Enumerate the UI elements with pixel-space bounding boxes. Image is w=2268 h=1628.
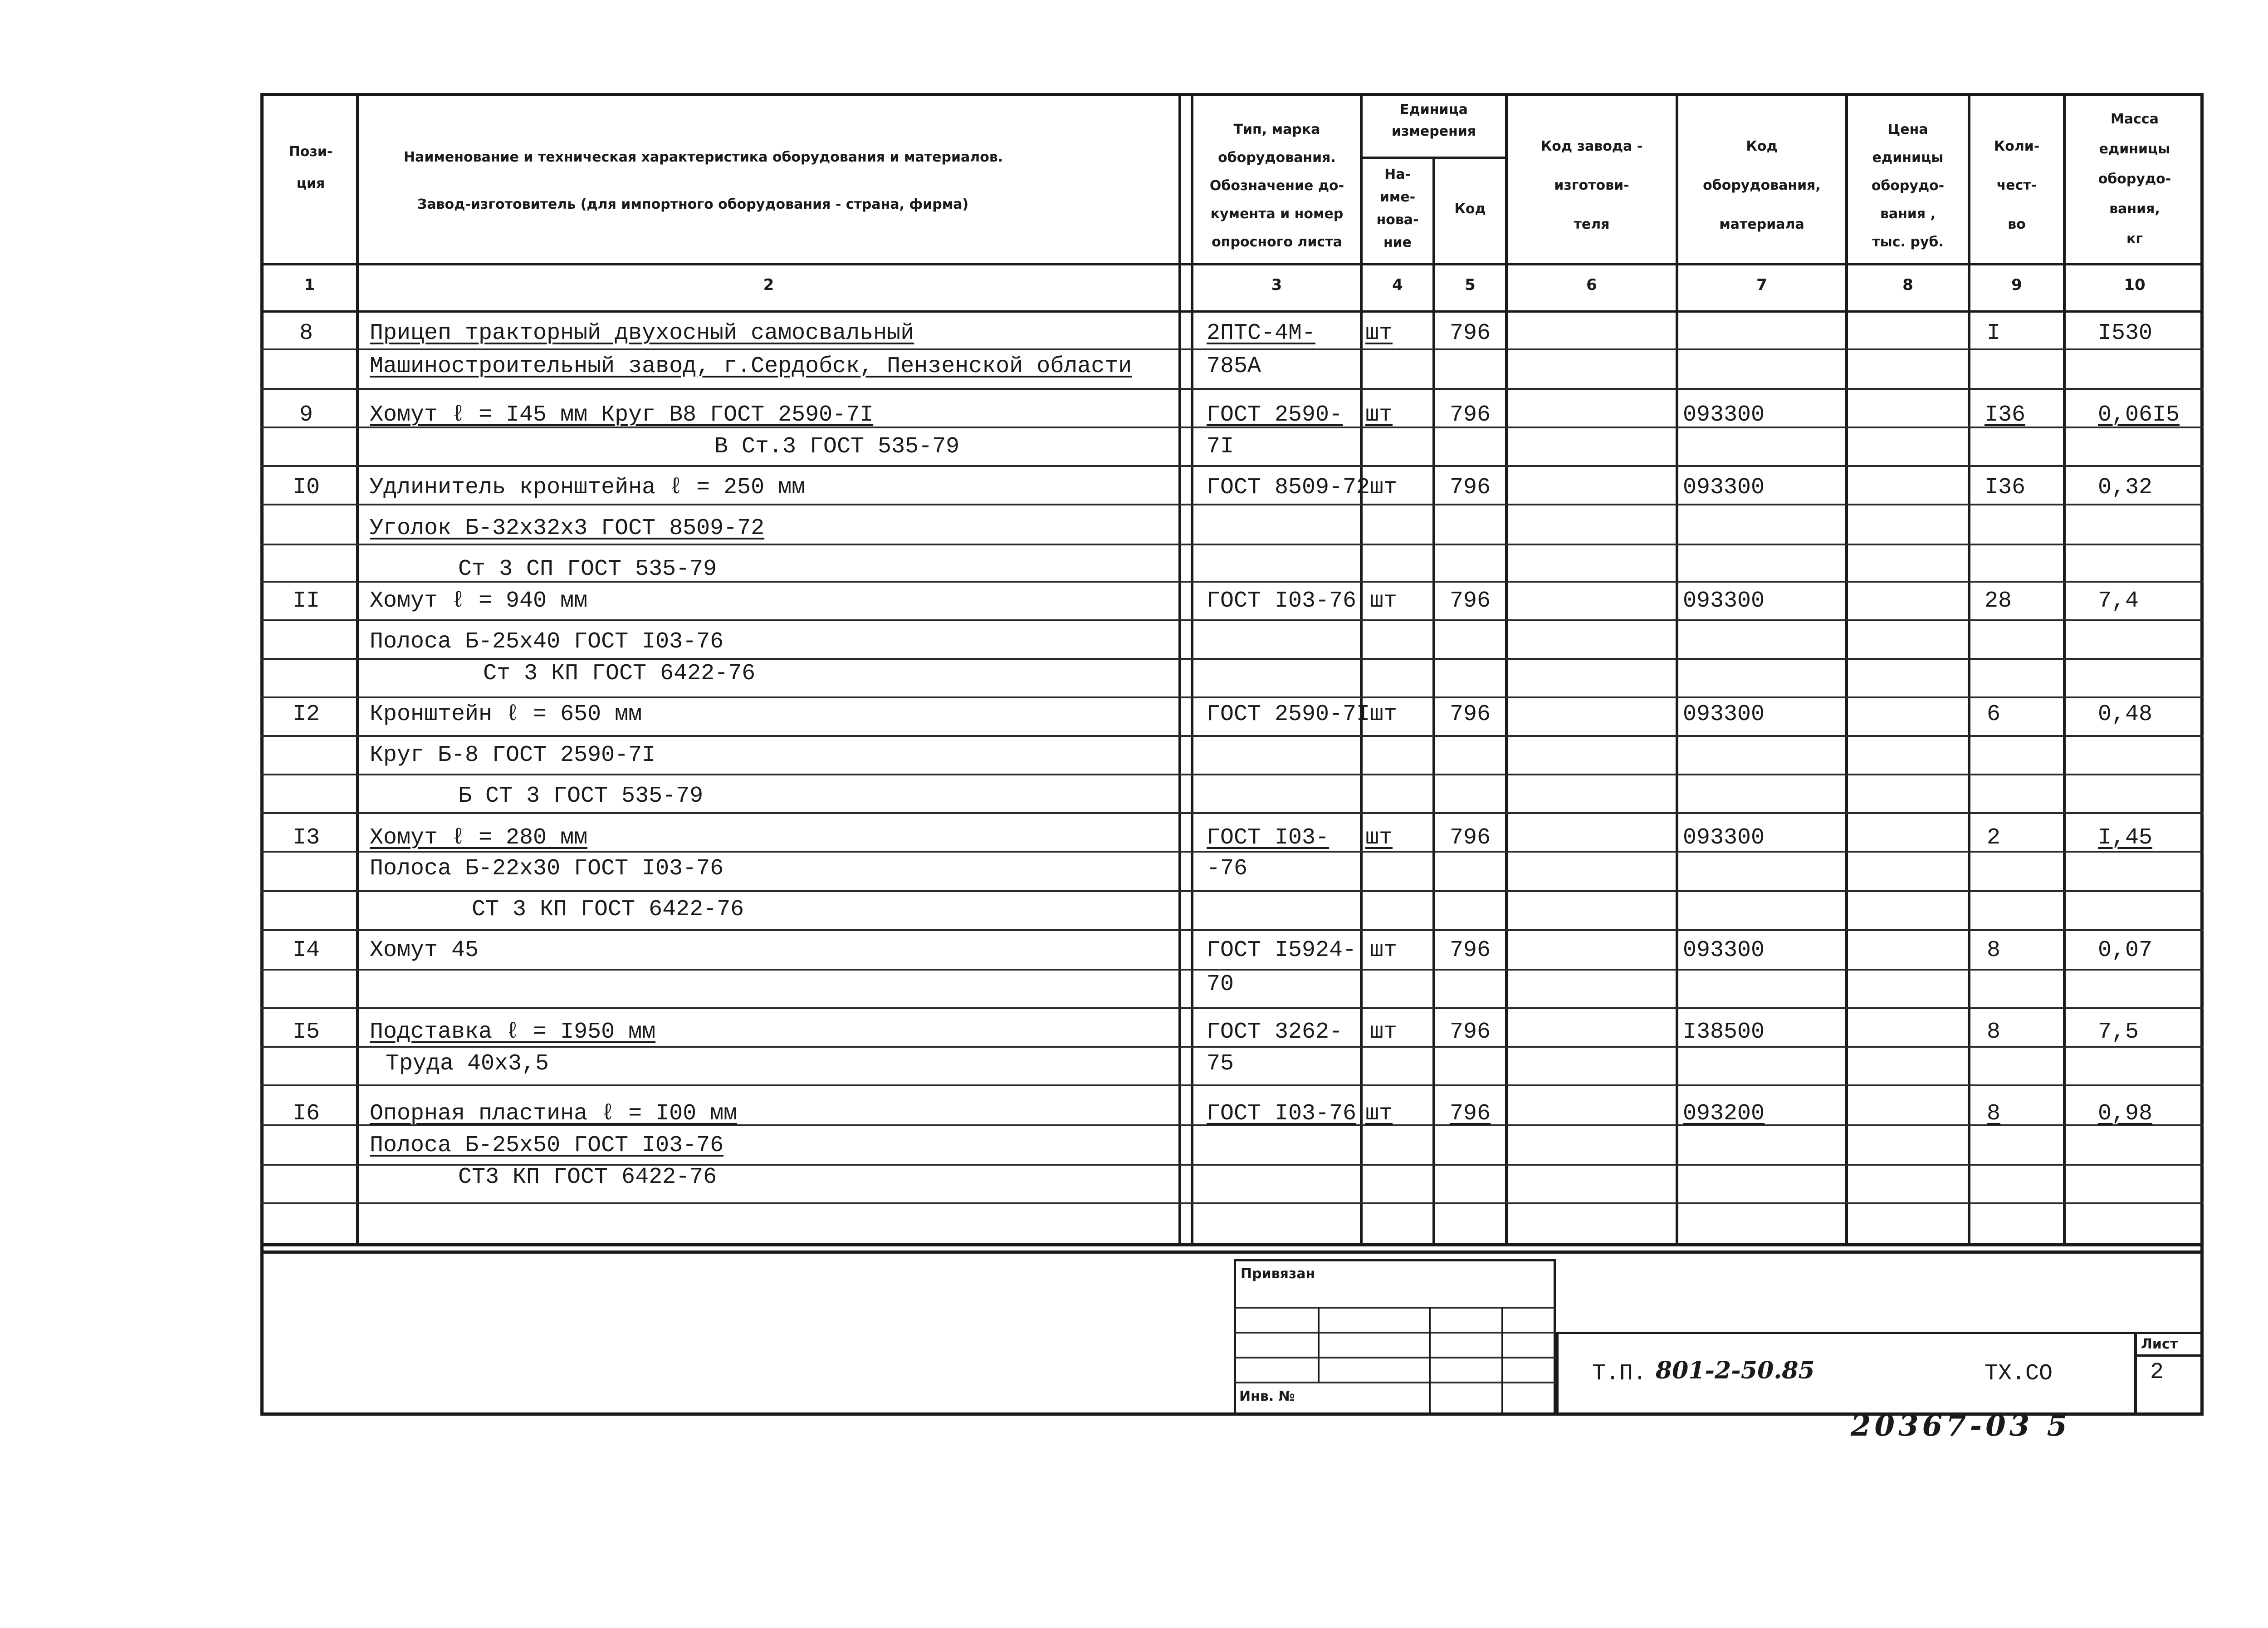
colnum-3: 3 — [1271, 276, 1282, 294]
row-doc: ГОСТ I03-76 — [1207, 588, 1357, 614]
row-doc: 2ПТС-4М- — [1207, 320, 1316, 346]
row-mass: 0,98 — [2098, 1101, 2153, 1127]
col-line — [1178, 93, 1181, 1243]
row-name: Хомут ℓ = 280 мм — [370, 825, 588, 851]
header-col2-l1: Наименование и техническая характеристика оборудования и материалов. — [404, 149, 1003, 165]
row-name: Круг Б-8 ГОСТ 2590-7I — [370, 742, 656, 768]
stamp-inv: Инв. № — [1239, 1388, 1295, 1404]
header-col4 — [1363, 163, 1432, 254]
row-line — [260, 465, 2204, 467]
header-col8-l4: вания , — [1880, 206, 1936, 222]
row-name: Ст 3 СП ГОСТ 535-79 — [458, 556, 717, 582]
row-pos: I4 — [292, 937, 320, 963]
row-qty: 8 — [1987, 1019, 2001, 1045]
row-qty: I — [1987, 320, 2001, 346]
col-line — [2063, 93, 2066, 1243]
row-unit: шт — [1370, 588, 1398, 614]
header-col3 — [1193, 116, 1361, 256]
row-line — [260, 929, 2204, 931]
row-qty: 8 — [1987, 1101, 2001, 1127]
header-col4-l2: име- — [1379, 189, 1416, 205]
row-doc: 75 — [1207, 1051, 1234, 1077]
row-pos: I0 — [292, 475, 320, 500]
row-mat: 093200 — [1683, 1101, 1765, 1127]
row-doc: 7I — [1207, 434, 1234, 460]
row-code: 796 — [1449, 825, 1491, 851]
row-name: Хомут ℓ = 940 мм — [370, 588, 588, 614]
row-line — [260, 388, 2204, 390]
row-mass: I530 — [2098, 320, 2153, 346]
row-mat: 093300 — [1683, 475, 1765, 500]
row-mat: 093300 — [1683, 825, 1765, 851]
title-line — [1556, 1332, 2204, 1334]
colnum-4: 4 — [1392, 276, 1403, 294]
header-col4-l4: ние — [1383, 235, 1412, 250]
header-col45-l1: Единица — [1400, 102, 1468, 118]
stamp-col — [1318, 1307, 1320, 1382]
row-qty: I36 — [1984, 475, 2026, 500]
colnum-bottom — [260, 310, 2204, 313]
title-line — [2134, 1354, 2204, 1357]
header-bottom — [260, 263, 2204, 265]
header-col2 — [404, 134, 1175, 228]
row-unit: шт — [1370, 475, 1398, 500]
row-code: 796 — [1449, 320, 1491, 346]
colnum-7: 7 — [1756, 276, 1767, 294]
project-label: Т.П. — [1592, 1361, 1647, 1387]
sheet-number: 2 — [2150, 1359, 2164, 1385]
row-line — [260, 969, 2204, 971]
row-unit: шт — [1365, 825, 1393, 851]
header-col45 — [1363, 99, 1505, 142]
col-line — [1676, 93, 1678, 1243]
row-name: Кронштейн ℓ = 650 мм — [370, 701, 642, 727]
row-line — [260, 812, 2204, 814]
row-code: 796 — [1449, 1019, 1491, 1045]
row-mat: 093300 — [1683, 402, 1765, 428]
row-name: Б СТ 3 ГОСТ 535-79 — [458, 783, 704, 809]
row-pos: 9 — [299, 402, 313, 428]
row-line — [260, 348, 2204, 350]
row-name: Хомут ℓ = I45 мм Круг В8 ГОСТ 2590-7I — [370, 402, 874, 428]
row-line — [260, 1202, 2204, 1204]
header-col1 — [268, 136, 354, 200]
header-col10 — [2066, 104, 2204, 254]
row-mass: I,45 — [2098, 825, 2153, 851]
row-name: СТ3 КП ГОСТ 6422-76 — [458, 1164, 717, 1190]
row-line — [260, 890, 2204, 892]
header-col8-l5: тыс. руб. — [1872, 234, 1944, 250]
header-col6 — [1508, 127, 1676, 244]
row-mass: 0,48 — [2098, 701, 2153, 727]
col-line — [1968, 93, 1970, 1243]
header-col9-l2: чест- — [1996, 177, 2037, 193]
row-doc: ГОСТ I5924- — [1207, 937, 1357, 963]
project-number: 801-2-50.85 — [1656, 1357, 1815, 1384]
row-line — [260, 544, 2204, 545]
row-name: СТ 3 КП ГОСТ 6422-76 — [472, 897, 744, 922]
header-col1-l2: ция — [296, 176, 325, 191]
header-col10-l4: вания, — [2109, 201, 2160, 217]
col-line — [1505, 93, 1508, 1243]
row-doc: ГОСТ I03- — [1207, 825, 1330, 851]
stamp-privyazan: Привязан — [1241, 1266, 1315, 1282]
header-col9-l3: во — [2008, 216, 2026, 232]
row-code: 796 — [1449, 475, 1491, 500]
row-mass: 0,32 — [2098, 475, 2153, 500]
row-unit: шт — [1370, 937, 1398, 963]
row-pos: I5 — [292, 1019, 320, 1045]
header-col7 — [1678, 127, 1845, 244]
header-col7-l1: Код — [1746, 138, 1778, 154]
section-code: ТХ.СО — [1984, 1361, 2053, 1387]
header-col10-l2: единицы — [2099, 141, 2170, 157]
colnum-10: 10 — [2124, 276, 2146, 294]
row-qty: I36 — [1984, 402, 2026, 428]
row-line — [260, 619, 2204, 621]
header-col3-l5: опросного листа — [1212, 234, 1342, 250]
header-col6-l1: Код завода - — [1540, 138, 1643, 154]
row-mass: 0,07 — [2098, 937, 2153, 963]
colnum-1: 1 — [304, 276, 315, 294]
row-mat: 093300 — [1683, 588, 1765, 614]
col-line — [356, 93, 359, 1243]
row-name: Полоса Б-25х50 ГОСТ I03-76 — [370, 1133, 724, 1158]
row-pos: 8 — [299, 320, 313, 346]
row-unit: шт — [1370, 1019, 1398, 1045]
row-doc: -76 — [1207, 856, 1248, 882]
row-qty: 6 — [1987, 701, 2001, 727]
header-col1-l1: Пози- — [288, 144, 333, 160]
header-col5: Код — [1454, 201, 1486, 217]
row-doc: ГОСТ 2590-7I — [1207, 701, 1370, 727]
colnum-8: 8 — [1902, 276, 1913, 294]
header-col2-l2: Завод-изготовитель (для импортного оборудования - страна, фирма) — [417, 196, 969, 212]
header-col10-l5: кг — [2126, 231, 2143, 247]
stamp-line — [1234, 1307, 1556, 1309]
stamp-line — [1234, 1382, 1556, 1383]
header-col7-l2: оборудования, — [1703, 177, 1821, 193]
header-col6-l3: теля — [1574, 216, 1610, 232]
header-col9 — [1970, 127, 2063, 244]
title-col — [2134, 1332, 2137, 1416]
header-col3-l2: оборудования. — [1218, 150, 1336, 166]
row-pos: I6 — [292, 1101, 320, 1127]
row-line — [260, 774, 2204, 775]
row-doc: ГОСТ 8509-72 — [1207, 475, 1370, 500]
header-col9-l1: Коли- — [1994, 138, 2040, 154]
header-col45-l2: измерения — [1391, 123, 1476, 139]
row-doc: 785А — [1207, 353, 1261, 379]
row-line — [260, 1046, 2204, 1048]
row-name: Полоса Б-22х30 ГОСТ I03-76 — [370, 856, 724, 882]
row-doc: 70 — [1207, 971, 1234, 997]
row-doc: ГОСТ I03-76 — [1207, 1101, 1357, 1127]
row-pos: I2 — [292, 701, 320, 727]
header-col10-l1: Масса — [2111, 111, 2159, 127]
col-line — [1845, 93, 1848, 1243]
row-name: Подставка ℓ = I950 мм — [370, 1019, 656, 1045]
row-unit: шт — [1365, 1101, 1393, 1127]
row-line — [260, 504, 2204, 505]
header-col8 — [1848, 116, 1968, 256]
header-col4-l3: нова- — [1376, 212, 1419, 228]
row-name: Уголок Б-32х32х3 ГОСТ 8509-72 — [370, 515, 765, 541]
row-mass: 0,06I5 — [2098, 402, 2180, 428]
row-code: 796 — [1449, 937, 1491, 963]
row-name: Хомут 45 — [370, 937, 479, 963]
sheet-label: Лист — [2141, 1336, 2178, 1352]
row-line — [260, 1084, 2204, 1086]
row-mat: 093300 — [1683, 937, 1765, 963]
row-line — [260, 658, 2204, 660]
row-name: Ст 3 КП ГОСТ 6422-76 — [483, 661, 756, 687]
header-col3-l3: Обозначение до- — [1209, 178, 1344, 194]
row-name: Прицеп тракторный двухосный самосвальный — [370, 320, 914, 346]
stamp-line — [1234, 1357, 1556, 1358]
colnum-5: 5 — [1465, 276, 1476, 294]
title-col — [1556, 1332, 1559, 1416]
row-pos: I3 — [292, 825, 320, 851]
colnum-6: 6 — [1586, 276, 1597, 294]
row-mat: 093300 — [1683, 701, 1765, 727]
header-col10-l3: оборудо- — [2098, 171, 2171, 187]
stamp-line — [1234, 1332, 1556, 1334]
header-col6-l2: изготови- — [1554, 177, 1629, 193]
row-name: Полоса Б-25х40 ГОСТ I03-76 — [370, 629, 724, 655]
header-col8-l1: Цена — [1887, 122, 1928, 137]
header-col7-l3: материала — [1719, 216, 1804, 232]
header-col3-l1: Тип, марка — [1233, 122, 1320, 137]
colnum-9: 9 — [2011, 276, 2022, 294]
col-line — [1360, 93, 1363, 1243]
row-name: В Ст.3 ГОСТ 535-79 — [714, 434, 960, 460]
header-col4-l1: На- — [1384, 167, 1411, 182]
row-mass: 7,4 — [2098, 588, 2139, 614]
row-name: Труда 40х3,5 — [386, 1051, 549, 1077]
stamp-col — [1429, 1307, 1431, 1416]
title-block-frame — [260, 1243, 2204, 1416]
row-doc: ГОСТ 2590- — [1207, 402, 1343, 428]
row-doc: ГОСТ 3262- — [1207, 1019, 1343, 1045]
row-qty: 28 — [1984, 588, 2012, 614]
row-unit: шт — [1365, 320, 1393, 346]
row-unit: шт — [1365, 402, 1393, 428]
row-name: Удлинитель кронштейна ℓ = 250 мм — [370, 475, 806, 500]
row-line — [260, 1007, 2204, 1009]
row-mass: 7,5 — [2098, 1019, 2139, 1045]
row-pos: II — [292, 588, 320, 614]
row-qty: 8 — [1987, 937, 2001, 963]
colnum-2: 2 — [763, 276, 774, 294]
row-unit: шт — [1370, 701, 1398, 727]
col-line — [1191, 93, 1193, 1243]
row-code: 796 — [1449, 701, 1491, 727]
row-name: Машиностроительный завод, г.Сердобск, Пензенской области — [370, 353, 1132, 379]
stamp-col — [1501, 1307, 1503, 1416]
header-col8-l3: оборудо- — [1871, 178, 1945, 194]
row-qty: 2 — [1987, 825, 2001, 851]
header-col8-l2: единицы — [1872, 150, 1944, 166]
row-mat: I38500 — [1683, 1019, 1765, 1045]
row-line — [260, 735, 2204, 737]
row-code: 796 — [1449, 1101, 1491, 1127]
footer-code: 20367-03 5 — [1851, 1409, 2071, 1443]
row-name: Опорная пластина ℓ = I00 мм — [370, 1101, 738, 1127]
row-code: 796 — [1449, 588, 1491, 614]
row-code: 796 — [1449, 402, 1491, 428]
row-line — [260, 696, 2204, 698]
header-col3-l4: кумента и номер — [1210, 206, 1344, 222]
header-divider — [1360, 157, 1505, 159]
